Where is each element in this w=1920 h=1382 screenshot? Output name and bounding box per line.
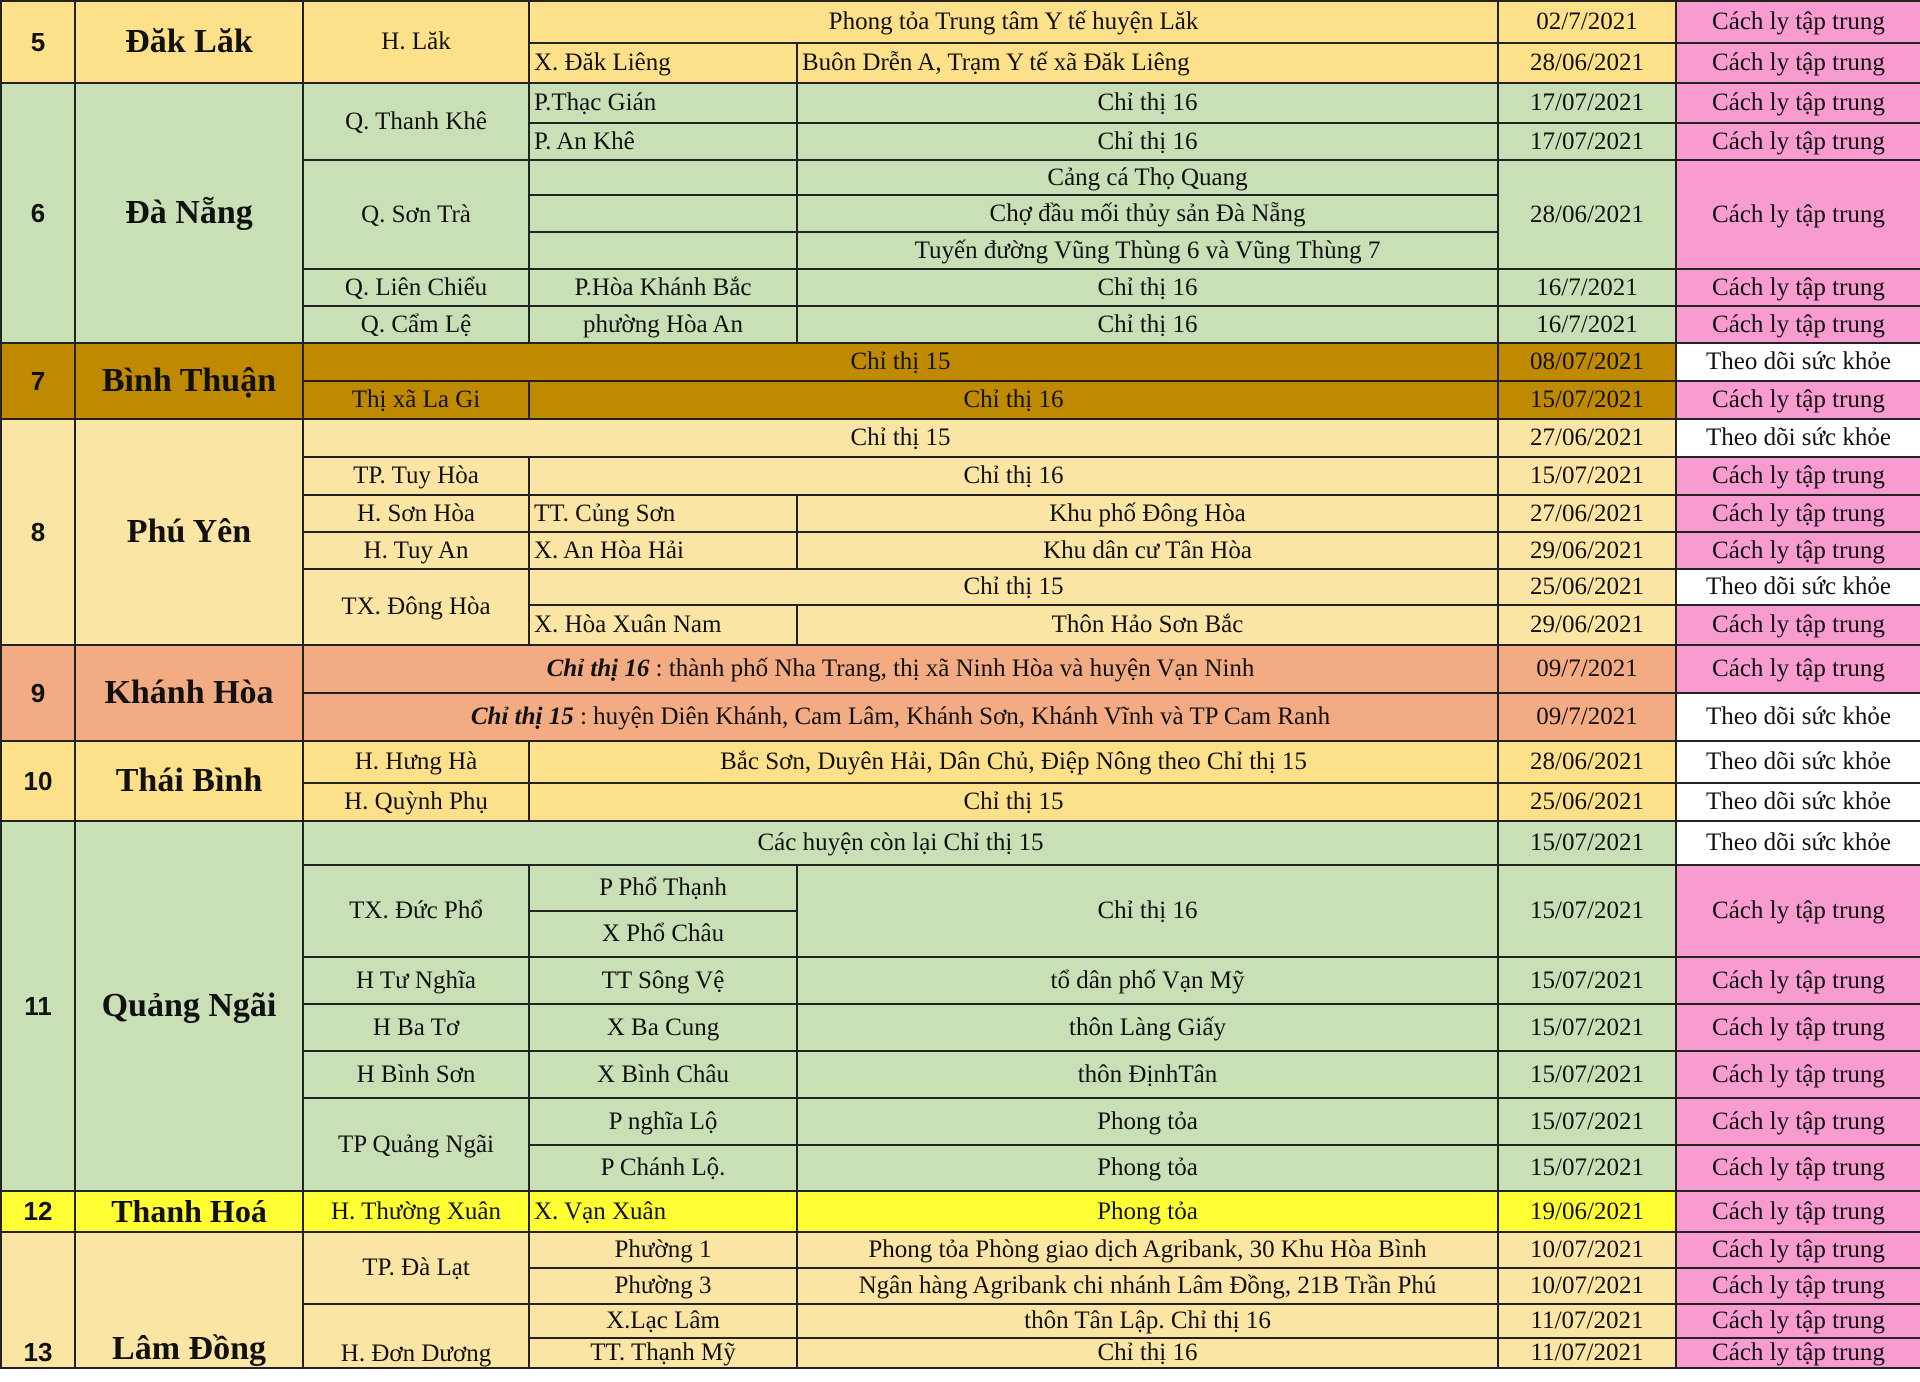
ward-cell: X Bình Châu <box>529 1051 797 1098</box>
directive-label: Chỉ thị 15 <box>470 703 574 731</box>
row-number: 5 <box>1 1 75 83</box>
ward-cell: X Ba Cung <box>529 1004 797 1051</box>
row-number: 7 <box>1 343 75 419</box>
district-cell: H. Quỳnh Phụ <box>303 783 529 821</box>
date-cell: 11/07/2021 <box>1498 1304 1676 1338</box>
district-cell: TP. Tuy Hòa <box>303 457 529 495</box>
district-cell: H. Hưng Hà <box>303 741 529 783</box>
directive-text: : huyện Diên Khánh, Cam Lâm, Khánh Sơn, Khánh Vĩnh và TP Cam Ranh <box>573 703 1331 731</box>
table-row <box>1 741 1920 783</box>
status-cell: Theo dõi sức khỏe <box>1676 821 1920 865</box>
province-name: Thái Bình <box>75 741 303 821</box>
district-cell: H. Sơn Hòa <box>303 495 529 532</box>
detail-cell: Chỉ thị 16 <box>797 306 1498 343</box>
detail-cell: Chỉ thị 16 <box>797 865 1498 957</box>
detail-cell: Bắc Sơn, Duyên Hải, Dân Chủ, Điệp Nông theo Chỉ thị 15 <box>529 741 1498 783</box>
date-cell: 09/7/2021 <box>1498 693 1676 741</box>
detail-cell: Buôn Drễn A, Trạm Y tế xã Đăk Liêng <box>797 43 1498 83</box>
ward-cell: TT. Củng Sơn <box>529 495 797 532</box>
date-cell: 28/06/2021 <box>1498 43 1676 83</box>
detail-cell: Phong tỏa Trung tâm Y tế huyện Lăk <box>529 1 1498 43</box>
table-row <box>1 343 1920 381</box>
detail-cell: Thôn Hảo Sơn Bắc <box>797 605 1498 645</box>
detail-cell: tổ dân phố Vạn Mỹ <box>797 957 1498 1004</box>
province-name: Khánh Hòa <box>75 645 303 741</box>
province-name: Bình Thuận <box>75 343 303 419</box>
ward-cell <box>529 232 797 269</box>
ward-cell: P.Hòa Khánh Bắc <box>529 269 797 306</box>
date-cell: 29/06/2021 <box>1498 532 1676 569</box>
detail-cell: Phong tỏa <box>797 1191 1498 1232</box>
row-number: 13 <box>1 1232 75 1368</box>
date-cell: 02/7/2021 <box>1498 1 1676 43</box>
date-cell: 15/07/2021 <box>1498 381 1676 419</box>
status-cell: Theo dõi sức khỏe <box>1676 343 1920 381</box>
ward-cell: phường Hòa An <box>529 306 797 343</box>
date-cell: 25/06/2021 <box>1498 783 1676 821</box>
detail-cell: thôn Làng Giấy <box>797 1004 1498 1051</box>
detail-cell: Chỉ thị 16 <box>529 381 1498 419</box>
detail-cell: Chỉ thị 16 <box>797 83 1498 123</box>
district-cell: H. Thường Xuân <box>303 1191 529 1232</box>
date-cell: 10/07/2021 <box>1498 1268 1676 1304</box>
directive-label: Chỉ thị 16 <box>546 655 650 683</box>
status-cell: Cách ly tập trung <box>1676 160 1920 269</box>
detail-cell: Phong tỏa <box>797 1145 1498 1191</box>
ward-cell <box>529 160 797 195</box>
ward-cell: TT. Thạnh Mỹ <box>529 1338 797 1368</box>
district-cell: TX. Đông Hòa <box>303 569 529 645</box>
status-cell: Theo dõi sức khỏe <box>1676 783 1920 821</box>
province-name: Thanh Hoá <box>75 1191 303 1232</box>
detail-cell: Chỉ thị 15 <box>303 343 1498 381</box>
detail-cell: Chỉ thị 15 <box>529 783 1498 821</box>
date-cell: 17/07/2021 <box>1498 123 1676 160</box>
status-cell: Cách ly tập trung <box>1676 1098 1920 1145</box>
date-cell: 15/07/2021 <box>1498 1004 1676 1051</box>
date-cell: 27/06/2021 <box>1498 495 1676 532</box>
district-cell: H Ba Tơ <box>303 1004 529 1051</box>
district-cell: H Tư Nghĩa <box>303 957 529 1004</box>
date-cell: 15/07/2021 <box>1498 1098 1676 1145</box>
province-name: Quảng Ngãi <box>75 821 303 1191</box>
table-row <box>1 83 1920 123</box>
row-number: 9 <box>1 645 75 741</box>
ward-cell: X. Đăk Liêng <box>529 43 797 83</box>
province-name: Phú Yên <box>75 419 303 645</box>
district-cell: Q. Cẩm Lệ <box>303 306 529 343</box>
date-cell: 16/7/2021 <box>1498 306 1676 343</box>
detail-cell: Các huyện còn lại Chỉ thị 15 <box>303 821 1498 865</box>
date-cell: 15/07/2021 <box>1498 865 1676 957</box>
date-cell: 27/06/2021 <box>1498 419 1676 457</box>
province-name: Đăk Lăk <box>75 1 303 83</box>
status-cell: Cách ly tập trung <box>1676 306 1920 343</box>
table-row <box>1 1232 1920 1268</box>
ward-cell: P.Thạc Gián <box>529 83 797 123</box>
status-cell: Cách ly tập trung <box>1676 1338 1920 1368</box>
detail-cell: thôn Tân Lập. Chỉ thị 16 <box>797 1304 1498 1338</box>
ward-cell: X Phổ Châu <box>529 911 797 957</box>
status-cell: Theo dõi sức khỏe <box>1676 693 1920 741</box>
status-cell: Cách ly tập trung <box>1676 457 1920 495</box>
status-cell: Cách ly tập trung <box>1676 957 1920 1004</box>
table-row <box>1 1 1920 43</box>
ward-cell: P nghĩa Lộ <box>529 1098 797 1145</box>
detail-cell: Phong tỏa Phòng giao dịch Agribank, 30 Khu Hòa Bình <box>797 1232 1498 1268</box>
district-cell: H. Đơn Dương <box>303 1304 529 1368</box>
status-cell: Cách ly tập trung <box>1676 865 1920 957</box>
detail-cell: Ngân hàng Agribank chi nhánh Lâm Đồng, 21B Trần Phú <box>797 1268 1498 1304</box>
ward-cell: TT Sông Vệ <box>529 957 797 1004</box>
date-cell: 29/06/2021 <box>1498 605 1676 645</box>
date-cell: 28/06/2021 <box>1498 741 1676 783</box>
detail-cell: Chợ đầu mối thủy sản Đà Nẵng <box>797 195 1498 232</box>
district-cell: Q. Sơn Trà <box>303 160 529 269</box>
date-cell: 11/07/2021 <box>1498 1338 1676 1368</box>
detail-cell: Cảng cá Thọ Quang <box>797 160 1498 195</box>
status-cell: Theo dõi sức khỏe <box>1676 569 1920 605</box>
date-cell: 19/06/2021 <box>1498 1191 1676 1232</box>
detail-cell: Chỉ thị 15 <box>529 569 1498 605</box>
district-cell: Q. Liên Chiểu <box>303 269 529 306</box>
district-cell: H. Lăk <box>303 1 529 83</box>
status-cell: Theo dõi sức khỏe <box>1676 741 1920 783</box>
district-cell: H. Tuy An <box>303 532 529 569</box>
status-cell: Cách ly tập trung <box>1676 1304 1920 1338</box>
status-cell: Cách ly tập trung <box>1676 645 1920 693</box>
status-cell: Cách ly tập trung <box>1676 605 1920 645</box>
ward-cell: X. Vạn Xuân <box>529 1191 797 1232</box>
date-cell: 17/07/2021 <box>1498 83 1676 123</box>
date-cell: 28/06/2021 <box>1498 160 1676 269</box>
ward-cell: P Phổ Thạnh <box>529 865 797 911</box>
detail-cell: Chỉ thị 16 <box>797 1338 1498 1368</box>
ward-cell: X. Hòa Xuân Nam <box>529 605 797 645</box>
province-name: Đà Nẵng <box>75 83 303 343</box>
district-cell: Thị xã La Gi <box>303 381 529 419</box>
table-row <box>1 645 1920 693</box>
district-cell: Q. Thanh Khê <box>303 83 529 160</box>
date-cell: 15/07/2021 <box>1498 821 1676 865</box>
ward-cell: X. An Hòa Hải <box>529 532 797 569</box>
status-cell: Cách ly tập trung <box>1676 269 1920 306</box>
date-cell: 15/07/2021 <box>1498 457 1676 495</box>
date-cell: 25/06/2021 <box>1498 569 1676 605</box>
detail-cell: Khu phố Đông Hòa <box>797 495 1498 532</box>
row-number: 11 <box>1 821 75 1191</box>
status-cell: Cách ly tập trung <box>1676 83 1920 123</box>
directive-text: : thành phố Nha Trang, thị xã Ninh Hòa và huyện Vạn Ninh <box>649 655 1255 683</box>
status-cell: Cách ly tập trung <box>1676 43 1920 83</box>
date-cell: 15/07/2021 <box>1498 1145 1676 1191</box>
date-cell: 08/07/2021 <box>1498 343 1676 381</box>
date-cell: 15/07/2021 <box>1498 1051 1676 1098</box>
province-name: Lâm Đồng <box>75 1232 303 1368</box>
district-cell: H Bình Sơn <box>303 1051 529 1098</box>
status-cell: Theo dõi sức khỏe <box>1676 419 1920 457</box>
status-cell: Cách ly tập trung <box>1676 495 1920 532</box>
detail-cell: Chỉ thị 16 <box>797 123 1498 160</box>
status-cell: Cách ly tập trung <box>1676 381 1920 419</box>
district-cell: TP. Đà Lạt <box>303 1232 529 1304</box>
detail-cell: Khu dân cư Tân Hòa <box>797 532 1498 569</box>
detail-cell: thôn ĐịnhTân <box>797 1051 1498 1098</box>
district-cell: TP Quảng Ngãi <box>303 1098 529 1191</box>
status-cell: Cách ly tập trung <box>1676 1051 1920 1098</box>
date-cell: 09/7/2021 <box>1498 645 1676 693</box>
date-cell: 10/07/2021 <box>1498 1232 1676 1268</box>
status-cell: Cách ly tập trung <box>1676 1232 1920 1268</box>
date-cell: 16/7/2021 <box>1498 269 1676 306</box>
ward-cell: Phường 3 <box>529 1268 797 1304</box>
row-number: 10 <box>1 741 75 821</box>
detail-cell: Chỉ thị 16 <box>529 457 1498 495</box>
status-cell: Cách ly tập trung <box>1676 1004 1920 1051</box>
table-row <box>1 821 1920 865</box>
status-cell: Cách ly tập trung <box>1676 1 1920 43</box>
detail-cell: Chỉ thị 15 <box>303 419 1498 457</box>
date-cell: 15/07/2021 <box>1498 957 1676 1004</box>
row-number: 8 <box>1 419 75 645</box>
district-cell: TX. Đức Phổ <box>303 865 529 957</box>
detail-cell <box>303 645 1498 693</box>
status-cell: Cách ly tập trung <box>1676 532 1920 569</box>
detail-cell: Chỉ thị 16 <box>797 269 1498 306</box>
ward-cell: P Chánh Lộ. <box>529 1145 797 1191</box>
detail-cell: Tuyến đường Vũng Thùng 6 và Vũng Thùng 7 <box>797 232 1498 269</box>
status-cell: Cách ly tập trung <box>1676 1268 1920 1304</box>
table-row <box>1 419 1920 457</box>
status-cell: Cách ly tập trung <box>1676 1145 1920 1191</box>
detail-cell <box>303 693 1498 741</box>
status-cell: Cách ly tập trung <box>1676 123 1920 160</box>
table-row <box>1 1191 1920 1232</box>
status-cell: Cách ly tập trung <box>1676 1191 1920 1232</box>
row-number: 6 <box>1 83 75 343</box>
ward-cell: Phường 1 <box>529 1232 797 1268</box>
row-number: 12 <box>1 1191 75 1232</box>
ward-cell: X.Lạc Lâm <box>529 1304 797 1338</box>
detail-cell: Phong tỏa <box>797 1098 1498 1145</box>
ward-cell <box>529 195 797 232</box>
ward-cell: P. An Khê <box>529 123 797 160</box>
